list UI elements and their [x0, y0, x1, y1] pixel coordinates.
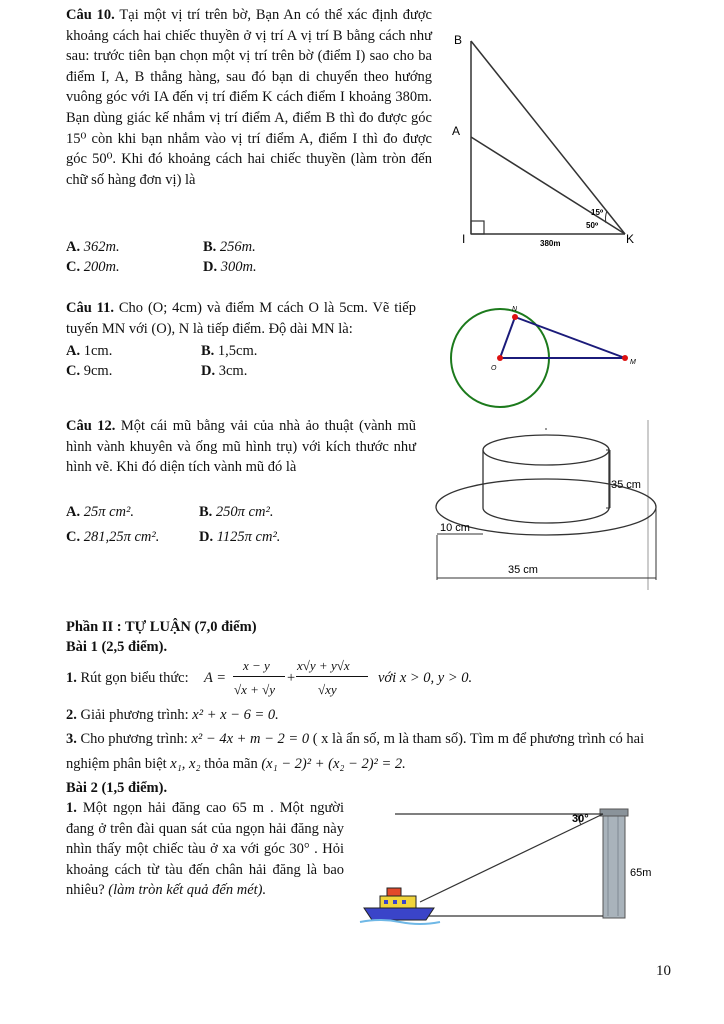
- q10-option-a: A. 362m.: [66, 239, 120, 255]
- bai1-condition: với x > 0, y > 0.: [378, 670, 473, 686]
- q11-option-c: C. 9cm.: [66, 363, 113, 379]
- q10-label: Câu 10.: [66, 7, 115, 23]
- bai2-item1: 1. Một ngọn hải đăng cao 65 m . Một người đang ở trên đài quan sát của ngọn hải đăng này nhìn thấy một chiếc tàu ở xa với góc 30° . Hỏi khoảng cách từ tàu đến chân hải đăng là bao nhiêu? (làm tròn kết quả đến mét).: [66, 800, 344, 898]
- bai1-plus: +: [287, 670, 296, 686]
- q10-label-i: I: [462, 232, 466, 246]
- bai1-frac2-bar: [296, 676, 368, 677]
- q10-label-k: K: [626, 232, 635, 246]
- bai2-figure: [360, 806, 660, 936]
- q12-body: Một cái mũ bằng vải của nhà ảo thuật (vành mũ hình vành khuyên và ống mũ hình trụ) với kích thước như hình vẽ. Khi đó diện tích vành mũ đó là: [66, 418, 417, 476]
- q10-option-d: D. 300m.: [203, 259, 257, 275]
- q11-label-m: M: [630, 359, 636, 366]
- q11-option-b: B. 1,5cm.: [201, 343, 258, 359]
- q11-option-d: D. 3cm.: [201, 363, 248, 379]
- bai1-item3-line2: nghiệm phân biệt x₁, x₂ thỏa mãn (x₁ − 2)² + (x₂ − 2)² = 2.: [66, 756, 406, 772]
- q10-option-c: C. 200m.: [66, 259, 120, 275]
- q11-label-o: O: [491, 365, 497, 372]
- q12-text: [66, 416, 416, 478]
- q10-text: [66, 5, 432, 190]
- bai1-item1: 1. Rút gọn biểu thức:: [66, 670, 189, 686]
- q12-diameter-label: 35 cm: [508, 564, 538, 576]
- q11-text: [66, 298, 416, 339]
- bai1-frac2-num: x√y + y√x: [297, 658, 350, 673]
- bai1-item3: 3. Cho phương trình: x² − 4x + m − 2 = 0 ( x là ẩn số, m là tham số). Tìm m để phương trình có hai: [66, 731, 645, 747]
- bai1-frac1-bar: [233, 676, 285, 677]
- q11-body: Cho (O; 4cm) và điểm M cách O là 5cm. Vẽ tiếp tuyến MN với (O), N là tiếp điểm. Độ dài MN là:: [66, 300, 416, 337]
- q10-angle-15: 15⁰: [591, 208, 604, 217]
- q10-label-b: B: [454, 33, 463, 47]
- q12-option-b: B. 250π cm².: [199, 504, 274, 520]
- q11-label: Câu 11.: [66, 300, 114, 316]
- q11-figure: [445, 300, 645, 415]
- bai1-frac2-den: √xy: [318, 682, 337, 697]
- q12-height-label: 35 cm: [611, 479, 641, 491]
- q10-figure: [440, 25, 650, 260]
- bai2-angle-label: 30°: [572, 813, 589, 825]
- q10-label-a: A: [452, 124, 461, 138]
- q12-option-a: A. 25π cm².: [66, 504, 135, 520]
- page-number: 10: [656, 963, 671, 979]
- q11-option-a: A. 1cm.: [66, 343, 113, 359]
- bai1-frac1-num: x − y: [243, 658, 270, 673]
- q12-figure: [430, 420, 655, 590]
- bai1-title: Bài 1 (2,5 điểm).: [66, 639, 168, 655]
- bai2-height-label: 65m: [630, 867, 652, 879]
- part2-title: Phần II : TỰ LUẬN (7,0 điểm): [66, 619, 257, 635]
- q12-option-c: C. 281,25π cm².: [66, 529, 160, 545]
- q12-brim-label: 10 cm: [440, 522, 470, 534]
- q12-label: Câu 12.: [66, 418, 116, 434]
- ship-icon: [360, 888, 440, 924]
- q12-option-d: D. 1125π cm².: [199, 529, 281, 545]
- q10-dist-label: 380m: [540, 239, 561, 248]
- q10-body: Tại một vị trí trên bờ, Bạn An có thể xác định được khoảng cách hai chiếc thuyền ở vị trí A vị trí B bằng cách như sau: trước tiên bạn chọn một vị trí trên bờ (điểm I) sao cho ba điểm I, A, B thẳng hàng, sau đó bạn di chuyển theo hướng vuông góc với IA đến vị trí điểm K cách điểm I khoảng 380m. Bạn dùng giác kế nhắm vị trí điểm A, điểm B thì đo được góc 15⁰ còn khi bạn nhắm vào vị trí điểm A, điểm I thì đo được góc 50⁰. Khi đó khoảng cách hai chiếc thuyền (làm tròn đến chữ số hàng đơn vị) là: [66, 7, 432, 188]
- q10-option-b: B. 256m.: [203, 239, 256, 255]
- bai2-title: Bài 2 (1,5 điểm).: [66, 780, 168, 796]
- bai1-formula-a: A =: [204, 670, 227, 686]
- q10-angle-50: 50⁰: [586, 221, 599, 230]
- bai1-frac1-den: √x + √y: [234, 682, 276, 697]
- q11-label-n: N: [512, 306, 518, 313]
- bai1-item2: 2. Giải phương trình: x² + x − 6 = 0.: [66, 707, 279, 723]
